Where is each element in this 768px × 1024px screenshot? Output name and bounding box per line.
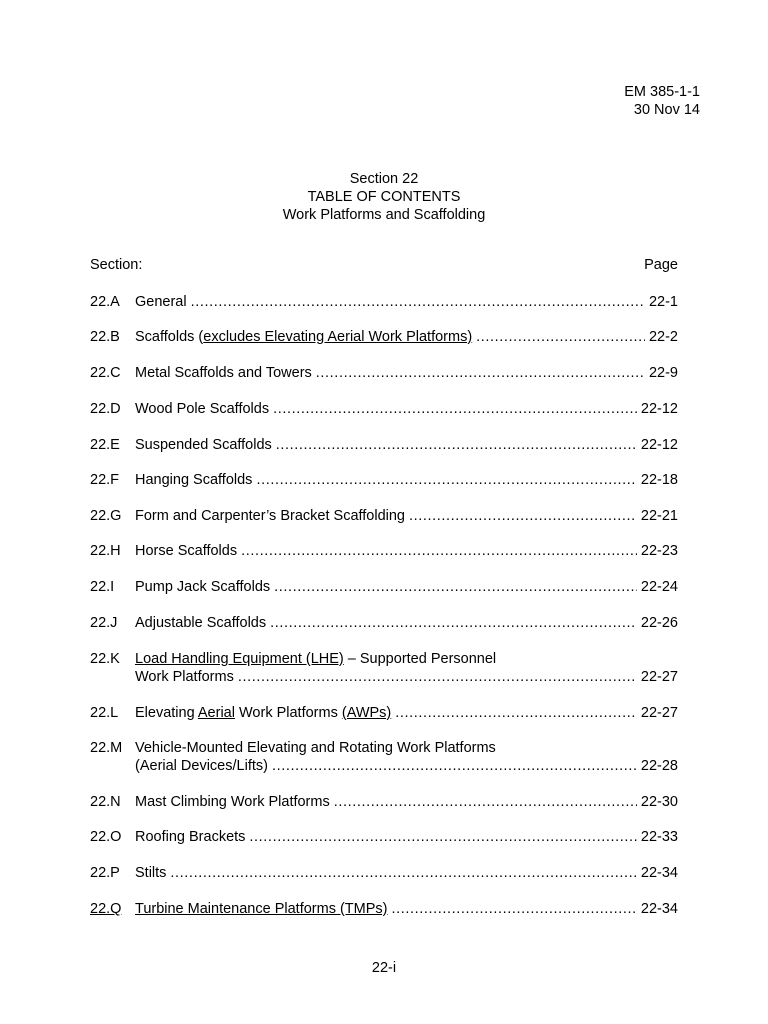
toc-entry-title xyxy=(135,704,391,722)
toc-entry[interactable] xyxy=(90,328,678,346)
section-column-header: Section: xyxy=(90,257,143,273)
toc-entry-title-part: Adjustable Scaffolds xyxy=(135,615,267,631)
toc-entry-title-part: Roofing Brackets xyxy=(135,829,246,845)
toc-entry-title-part: – Supported Personnel xyxy=(343,651,497,667)
toc-entry-title xyxy=(135,364,312,382)
toc-dot-leader xyxy=(276,436,637,454)
toc-dot-leader xyxy=(272,757,637,775)
toc-entry-title-part: Work Platforms xyxy=(234,705,342,721)
toc-entry-page: 22-34 xyxy=(640,901,678,917)
toc-entry[interactable] xyxy=(90,436,678,454)
toc-entry-page: 22-27 xyxy=(640,669,678,685)
toc-entry-number: 22.Q xyxy=(90,901,122,917)
toc-entry-title xyxy=(135,293,187,311)
toc-entry-number: 22.L xyxy=(90,705,119,721)
toc-entry-title-part: Suspended Scaffolds xyxy=(135,437,272,453)
subject-heading: Work Platforms and Scaffolding xyxy=(282,207,486,223)
toc-entry-title xyxy=(135,578,270,596)
toc-entry[interactable] xyxy=(90,864,678,882)
toc-entry-page: 22-28 xyxy=(640,758,678,774)
toc-entry-title-part: Vehicle-Mounted Elevating and Rotating Work Platforms xyxy=(135,740,496,756)
toc-entry-title xyxy=(135,542,237,560)
toc-entry-number: 22.E xyxy=(90,437,120,453)
toc-entry[interactable] xyxy=(90,293,678,311)
toc-entry-title xyxy=(135,864,166,882)
toc-dot-leader xyxy=(238,668,637,686)
toc-entry[interactable] xyxy=(90,704,678,722)
toc-entry[interactable] xyxy=(90,793,678,811)
toc-entry-title-first-line xyxy=(135,739,496,757)
toc-entry-title-part: Stilts xyxy=(135,865,167,881)
toc-entry-page: 22-2 xyxy=(648,329,678,345)
toc-entry-number: 22.F xyxy=(90,472,120,488)
toc-entry-page: 22-33 xyxy=(640,829,678,845)
document-date: 30 Nov 14 xyxy=(633,102,700,118)
toc-entry-page: 22-21 xyxy=(640,508,678,524)
toc-dot-leader xyxy=(392,900,637,918)
toc-entry-title xyxy=(135,668,234,686)
toc-entry-title xyxy=(135,471,252,489)
toc-entry-title xyxy=(135,793,330,811)
toc-entry-page: 22-24 xyxy=(640,579,678,595)
toc-entry-number: 22.A xyxy=(90,294,120,310)
page-number: 22-i xyxy=(371,960,397,976)
toc-entry-number: 22.N xyxy=(90,794,121,810)
toc-dot-leader xyxy=(191,293,645,311)
toc-entry-title-part: Wood Pole Scaffolds xyxy=(135,401,270,417)
toc-entry-title-part: Work Platforms xyxy=(135,669,234,685)
toc-entry-title xyxy=(135,614,266,632)
toc-entry-page: 22-1 xyxy=(648,294,678,310)
document-id: EM 385-1-1 xyxy=(624,84,700,100)
toc-entry-title-part: Horse Scaffolds xyxy=(135,543,238,559)
toc-entry-number: 22.G xyxy=(90,508,122,524)
toc-entry-title xyxy=(135,436,272,454)
toc-dot-leader xyxy=(270,614,637,632)
toc-entry-number: 22.K xyxy=(90,651,120,667)
toc-entry-title xyxy=(135,900,388,918)
toc-entry-title-first-line xyxy=(135,650,496,668)
toc-entry-title-part: Elevating xyxy=(135,705,198,721)
toc-entry-title-part: General xyxy=(135,294,187,310)
toc-entry-number: 22.B xyxy=(90,329,120,345)
toc-dot-leader xyxy=(273,400,637,418)
toc-entry-title-part: Metal Scaffolds and Towers xyxy=(135,365,312,381)
toc-entry-page: 22-26 xyxy=(640,615,678,631)
toc-entry[interactable] xyxy=(90,400,678,418)
toc-dot-leader xyxy=(241,542,637,560)
toc-dot-leader xyxy=(395,704,637,722)
toc-entry[interactable] xyxy=(90,900,678,918)
toc-entry-title-part: Hanging Scaffolds xyxy=(135,472,253,488)
toc-entry-number: 22.J xyxy=(90,615,118,631)
document-header xyxy=(624,83,700,119)
toc-entry-title-part: (Aerial Devices/Lifts) xyxy=(135,758,268,774)
toc-entry[interactable] xyxy=(90,614,678,632)
toc-entry[interactable] xyxy=(90,828,678,846)
toc-entry-number: 22.C xyxy=(90,365,121,381)
toc-entry-page: 22-9 xyxy=(648,365,678,381)
toc-entry-number: 22.O xyxy=(90,829,122,845)
toc-entry[interactable] xyxy=(90,507,678,525)
toc-entry-page: 22-30 xyxy=(640,794,678,810)
toc-dot-leader xyxy=(334,793,637,811)
toc-entry-page: 22-12 xyxy=(640,437,678,453)
toc-heading: TABLE OF CONTENTS xyxy=(307,189,461,205)
toc-entry[interactable] xyxy=(90,542,678,560)
toc-entry-title-part: (AWPs) xyxy=(341,705,392,721)
toc-dot-leader xyxy=(409,507,637,525)
toc-dot-leader xyxy=(274,578,637,596)
toc-entry-title xyxy=(135,757,268,775)
toc-entry[interactable] xyxy=(90,364,678,382)
toc-entry-title-part: Aerial xyxy=(197,705,235,721)
toc-entry-page: 22-23 xyxy=(640,543,678,559)
toc-entry-title-part: Scaffolds ( xyxy=(135,329,204,345)
toc-entry-number: 22.P xyxy=(90,865,120,881)
toc-entry-title-part: excludes Elevating Aerial Work Platforms) xyxy=(203,329,473,345)
section-heading: Section 22 xyxy=(349,171,419,187)
toc-entry-title-part: Mast Climbing Work Platforms xyxy=(135,794,330,810)
toc-entry-number: 22.H xyxy=(90,543,121,559)
toc-entry-page: 22-27 xyxy=(640,705,678,721)
toc-entry-number: 22.M xyxy=(90,740,123,756)
toc-dot-leader xyxy=(476,328,645,346)
toc-dot-leader xyxy=(256,471,636,489)
toc-dot-leader xyxy=(170,864,636,882)
toc-entry-title xyxy=(135,400,269,418)
toc-entry[interactable] xyxy=(90,739,678,775)
toc-entry-title-part: Load Handling Equipment (LHE) xyxy=(135,651,344,667)
toc-entry[interactable] xyxy=(90,471,678,489)
page-column-header: Page xyxy=(644,257,678,273)
toc-entry-number: 22.D xyxy=(90,401,121,417)
toc-entry-title xyxy=(135,507,405,525)
title-block xyxy=(0,170,768,224)
toc-dot-leader xyxy=(316,364,645,382)
toc-entry-title-part: Turbine Maintenance Platforms (TMPs) xyxy=(135,901,388,917)
column-headers xyxy=(90,257,678,275)
toc-entry-title xyxy=(135,828,245,846)
toc-entry-title xyxy=(135,328,472,346)
toc-entry-title-part: Form and Carpenter’s Bracket Scaffolding xyxy=(135,508,405,524)
toc-entry-title-part: Pump Jack Scaffolds xyxy=(135,579,271,595)
toc-entry[interactable] xyxy=(90,650,678,686)
toc-entry-page: 22-18 xyxy=(640,472,678,488)
toc-entry-page: 22-34 xyxy=(640,865,678,881)
toc-entry[interactable] xyxy=(90,578,678,596)
toc-entry-page: 22-12 xyxy=(640,401,678,417)
toc-entry-number: 22.I xyxy=(90,579,115,595)
toc-dot-leader xyxy=(249,828,636,846)
